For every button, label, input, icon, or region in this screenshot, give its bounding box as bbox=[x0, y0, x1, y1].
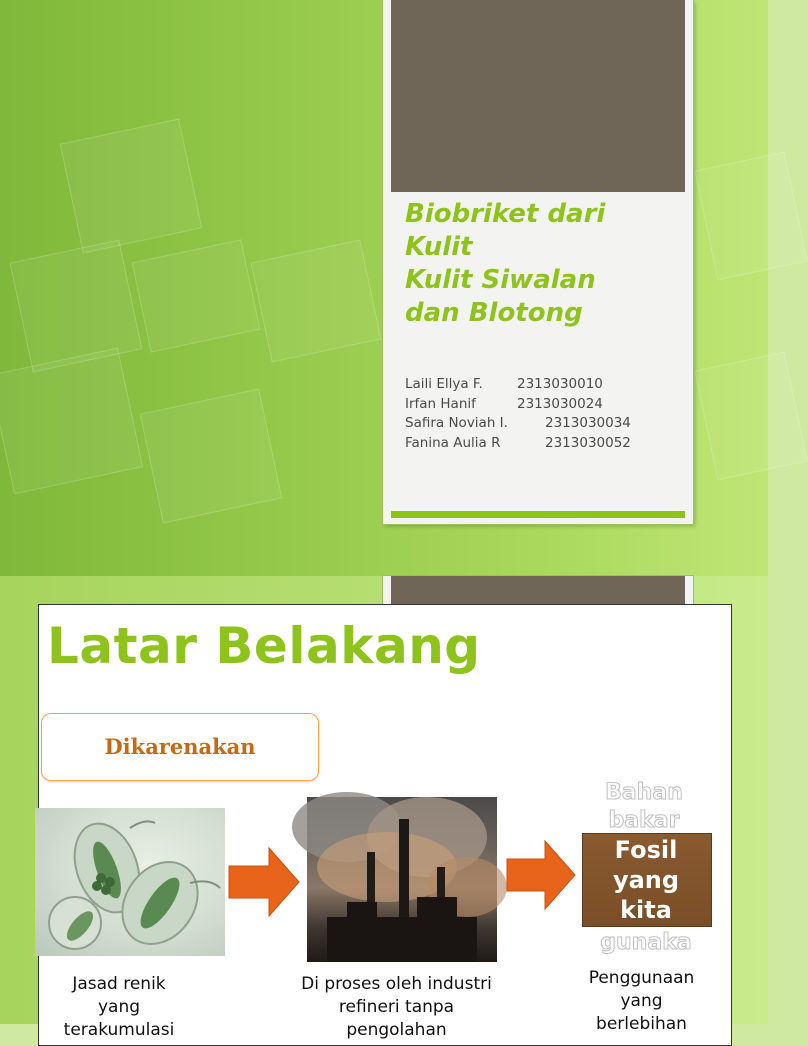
caption-line: Jasad renik bbox=[72, 974, 166, 994]
usage-caption bbox=[574, 967, 709, 1036]
fossil-ghost-line: Bahan bbox=[605, 780, 683, 805]
fossil-text-line: yang bbox=[612, 866, 680, 894]
caption-line: yang bbox=[620, 991, 663, 1011]
fossil-overflow-text-bottom: gunaka bbox=[600, 930, 692, 955]
caption-line: Di proses oleh industri bbox=[301, 974, 492, 994]
author-row bbox=[405, 434, 631, 454]
background-decoration bbox=[10, 240, 143, 373]
title-line: dan Blotong bbox=[405, 298, 583, 328]
caption-line: Penggunaan bbox=[588, 968, 695, 988]
caption-line: pengolahan bbox=[346, 1020, 447, 1040]
caption-line: terakumulasi bbox=[63, 1020, 175, 1040]
title-card bbox=[383, 0, 693, 524]
author-row bbox=[405, 375, 631, 395]
fossil-text-line: kita bbox=[620, 896, 672, 924]
arrow-right-icon bbox=[507, 841, 575, 909]
background-decoration bbox=[140, 389, 283, 524]
content-panel bbox=[38, 604, 732, 1046]
author-id: 2313030024 bbox=[517, 395, 603, 412]
cause-label: Dikarenakan bbox=[104, 734, 256, 759]
caption-line: refineri tanpa bbox=[338, 997, 455, 1017]
fossil-ghost-line: bakar bbox=[608, 808, 680, 833]
industry-caption bbox=[279, 973, 514, 1042]
background-decoration bbox=[132, 239, 261, 352]
refinery-photo bbox=[307, 797, 497, 962]
author-row bbox=[405, 395, 631, 415]
author-name: Irfan Hanif bbox=[405, 395, 476, 412]
refinery-illustration bbox=[307, 797, 497, 962]
fossil-overflow-text-top bbox=[579, 779, 709, 835]
background-decoration bbox=[60, 119, 203, 254]
title-line: Biobriket dari bbox=[405, 199, 606, 229]
background-decoration bbox=[694, 152, 807, 281]
arrow-right-icon bbox=[229, 848, 299, 916]
microorganism-illustration bbox=[35, 808, 225, 956]
title-line: Kulit Siwalan bbox=[405, 265, 596, 295]
presentation-title bbox=[405, 198, 685, 330]
background-slide bbox=[0, 576, 768, 1040]
author-list bbox=[405, 375, 631, 453]
author-id: 2313030052 bbox=[545, 434, 631, 451]
author-name: Safira Noviah I. bbox=[405, 415, 508, 431]
cause-box bbox=[41, 713, 319, 781]
background-decoration bbox=[251, 239, 382, 362]
author-name: Laili Ellya F. bbox=[405, 376, 483, 392]
author-id: 2313030010 bbox=[517, 376, 603, 392]
background-decoration bbox=[0, 348, 143, 495]
caption-line: yang bbox=[97, 997, 141, 1017]
accent-bar bbox=[391, 511, 685, 518]
microorganism-photo bbox=[35, 808, 225, 956]
author-row bbox=[405, 414, 631, 434]
slide-heading: Latar Belakang bbox=[47, 617, 481, 675]
title-photo bbox=[391, 0, 685, 192]
microbe-caption bbox=[39, 973, 199, 1042]
background-decoration bbox=[694, 352, 807, 481]
fossil-fuel-text bbox=[582, 835, 710, 925]
author-id: 2313030034 bbox=[545, 415, 631, 431]
title-line: Kulit bbox=[405, 232, 473, 262]
author-name: Fanina Aulia R bbox=[405, 434, 501, 451]
fossil-text-line: Fosil bbox=[614, 836, 678, 864]
caption-line: berlebihan bbox=[596, 1014, 687, 1034]
